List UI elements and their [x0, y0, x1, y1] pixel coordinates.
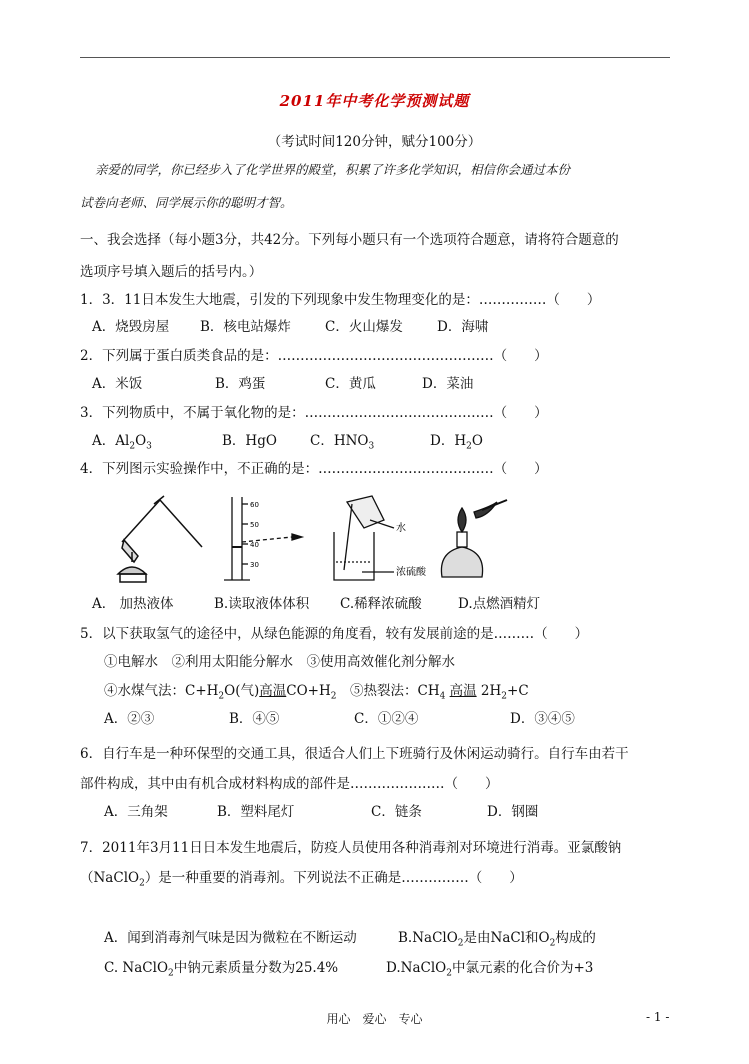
q7-option-c: C. NaClO$_2$中钠元素质量分数为25.4% — [104, 960, 339, 979]
q5-methods-line-2: ④水煤气法：$C+H_2O$(气)高温$CO+H_2$ ⑤热裂法：$CH_4$ 高温 $2H_2+C$ — [104, 683, 529, 702]
page-number: - 1 - — [646, 1010, 670, 1024]
q7-option-a: A．闻到消毒剂气味是因为微粒在不断运动 — [104, 930, 357, 946]
label-conc-sulfuric-acid: 浓硫酸 — [396, 567, 426, 578]
q3-option-b: B．HgO — [222, 433, 277, 449]
q7-option-b: B.NaClO$_2$是由NaCl和$O_2$构成的 — [398, 930, 596, 949]
section-heading-line-1: 一、我会选择（每小题3分，共42分。下列每小题只有一个选项符合题意，请将符合题意的 — [80, 232, 619, 248]
page-footer: 用心 爱心 专心 — [326, 1012, 423, 1026]
figure-heating-liquid — [118, 496, 202, 582]
tick-label-50: 50 — [250, 521, 259, 529]
q3-option-d: D．$H_2O$ — [430, 433, 483, 452]
q4-option-d: D.点燃酒精灯 — [458, 596, 541, 612]
q2-option-d: D．菜油 — [422, 376, 474, 392]
q7-option-d: D.NaClO$_2$中氯元素的化合价为+3 — [386, 960, 594, 979]
q4-figures — [112, 492, 612, 587]
q3-option-a: A．$Al_2O_3$ — [92, 433, 152, 452]
q5-stem: 5．以下获取氢气的途径中，从绿色能源的角度看，较有发展前途的是………（ ） — [80, 626, 589, 642]
q5-option-d: D．③④⑤ — [510, 711, 575, 727]
q6-stem-line-2: 部件构成，其中由有机合成材料构成的部件是…………………（ ） — [80, 776, 499, 792]
q6-option-c: C．链条 — [371, 804, 422, 820]
q4-stem: 4．下列图示实验操作中，不正确的是：…………………………………（ ） — [80, 461, 548, 477]
q1-option-a: A．烧毁房屋 — [92, 319, 170, 335]
q7-stem-line-2: （NaClO$_2$）是一种重要的消毒剂。下列说法不正确是……………（ ） — [80, 870, 523, 889]
q2-option-b: B．鸡蛋 — [215, 376, 266, 392]
q5-option-a: A．②③ — [104, 711, 155, 727]
label-water: 水 — [396, 523, 406, 534]
q5-option-c: C．①②④ — [354, 711, 419, 727]
intro-line-2: 试卷向老师、同学展示你的聪明才智。 — [80, 195, 293, 210]
q4-option-b: B.读取液体体积 — [214, 596, 310, 612]
q7-stem-line-1: 7．2011年3月11日日本发生地震后，防疫人员使用各种消毒剂对环境进行消毒。亚氯酸钠 — [80, 840, 622, 856]
q6-option-d: D．钢圈 — [487, 804, 539, 820]
q6-option-b: B．塑料尾灯 — [217, 804, 295, 820]
figure-reading-volume — [224, 497, 302, 580]
q1-stem: 1．3．11日本发生大地震，引发的下列现象中发生物理变化的是：……………（ ） — [80, 292, 601, 308]
q2-option-a: A．米饭 — [92, 376, 143, 392]
intro-line-1: 亲爱的同学，你已经步入了化学世界的殿堂，积累了许多化学知识，相信你会通过本份 — [95, 162, 571, 177]
q5-option-b: B．④⑤ — [229, 711, 280, 727]
tick-label-30: 30 — [250, 561, 259, 569]
q3-stem: 3．下列物质中，不属于氧化物的是：……………………………………（ ） — [80, 405, 548, 421]
q5-methods-line-1: ①电解水 ②利用太阳能分解水 ③使用高效催化剂分解水 — [104, 654, 455, 670]
section-heading-line-2: 选项序号填入题后的括号内。） — [80, 264, 263, 280]
q6-option-a: A．三角架 — [104, 804, 168, 820]
q6-stem-line-1: 6．自行车是一种环保型的交通工具，很适合人们上下班骑行及休闲运动骑行。自行车由若干 — [80, 746, 629, 762]
q2-stem: 2．下列属于蛋白质类食品的是：…………………………………………（ ） — [80, 348, 548, 364]
tick-label-60: 60 — [250, 501, 259, 509]
figure-lighting-lamp — [441, 500, 507, 577]
figure-diluting-acid — [334, 496, 394, 580]
header-rule — [80, 57, 670, 58]
page-title: 2011年中考化学预测试题 — [279, 92, 470, 110]
q2-option-c: C．黄瓜 — [325, 376, 376, 392]
q3-option-c: C．$HNO_3$ — [310, 433, 375, 452]
exam-info: （考试时间120分钟，赋分100分） — [267, 134, 482, 150]
q1-option-b: B．核电站爆炸 — [200, 319, 291, 335]
q4-option-a: A． 加热液体 — [92, 596, 174, 612]
q4-option-c: C.稀释浓硫酸 — [340, 596, 422, 612]
q1-option-c: C．火山爆发 — [325, 319, 403, 335]
tick-label-40: 40 — [250, 541, 259, 549]
q1-option-d: D．海啸 — [437, 319, 489, 335]
